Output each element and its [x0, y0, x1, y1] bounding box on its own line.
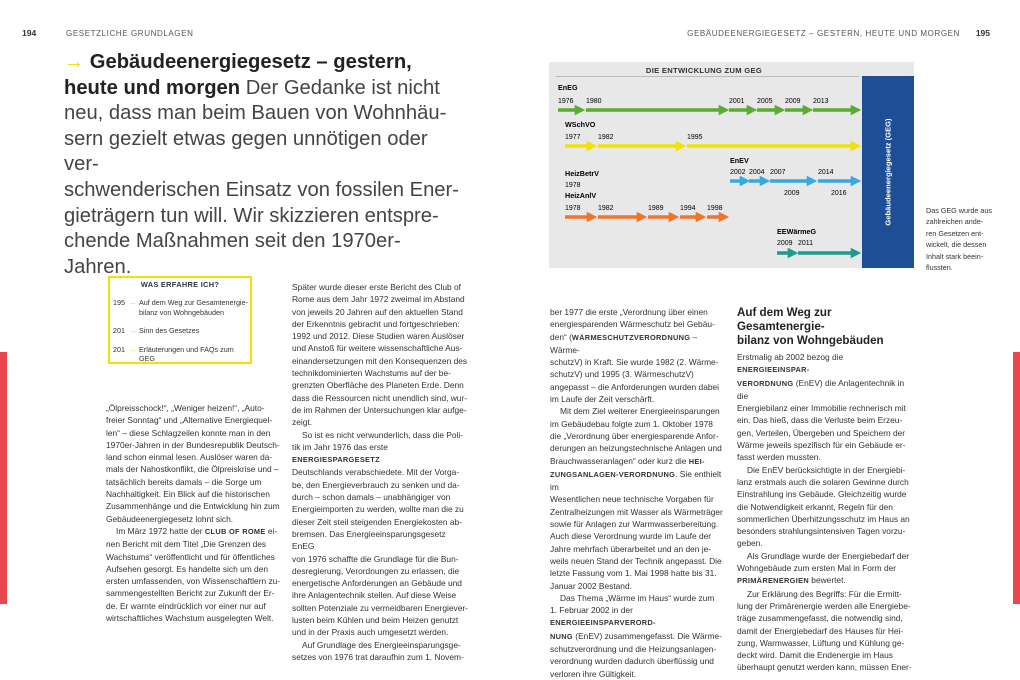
intro-lead-4: schwenderischen Einsatz von fossilen Ener-: [64, 178, 459, 201]
row-label-eneg: EnEG: [558, 83, 578, 92]
year-label: 2013: [813, 98, 829, 105]
infobox-title: WAS ERFAHRE ICH?: [140, 280, 220, 289]
year-label: 1978: [565, 205, 581, 212]
timeline-svg: [549, 62, 914, 268]
body-column-4: Auf dem Weg zur Gesamtenergie- bilanz von Wohngebäuden Erstmalig ab 2002 bezog die ENERGIEEINSPAR- VERORDNUNG (EnEV) die Anlagentechnik in die Energiebilanz einer Immobilie rechnerisch mit ein. Das hieß, dass die Verluste beim Erzeu- gen, Verteilen, Übergeben und Speichern der Wärme jeweils spezifisch für ein Gebäude er- fasst werden mussten. Die EnEV berücksichtigte in der Energiebi- lanz erstmals auch die solaren Gewinne durch Einstrahlung ins Gebäude. Gleichzeitig wurde die Notwendigkeit erkannt, Regeln für den sommerlichen Überhitzungsschutz im Haus an besonders strahlungsintensiven Tagen vorzu- geben. Als Grundlage wurde der Energiebedarf der Wohngebäude zum ersten Mal in Form der PRIMÄRENERGIEN bewertet. Zur Erklärung des Begriffs: Für die Ermitt- lung der Primärenergie werden alle Energiebe- träge zusammengefasst, die notwendig sind, damit der Energiebedarf des Hauses für Hei- zung, Warmwasser, Lüftung und Kühlung ge- deckt wird. Damit die Endenergie im Haus überhaupt genutzt werden kann, müssen Ener-: [737, 306, 917, 674]
row-label-heizanlv: HeizAnlV: [565, 191, 597, 200]
left-edge-marker: [0, 352, 7, 604]
arrow-right-icon: →: [129, 344, 137, 354]
arrow-right-icon: →: [64, 51, 85, 73]
year-label: 1995: [687, 134, 703, 141]
intro-block: [64, 50, 464, 280]
right-edge-marker: [1013, 352, 1020, 604]
year-label: 2011: [798, 240, 814, 247]
subsection-heading-line1: Auf dem Weg zur Gesamtenergie-: [737, 306, 832, 333]
diagram-title: DIE ENTWICKLUNG ZUM GEG: [645, 66, 763, 75]
subsection-heading-line2: bilanz von Wohngebäuden: [737, 334, 884, 347]
infobox-list: [113, 298, 249, 364]
year-label: 2009: [785, 98, 801, 105]
year-label: 2009: [777, 240, 793, 247]
arrow-right-icon: →: [129, 298, 137, 307]
year-label: 1982: [598, 205, 614, 212]
year-label: 2009: [784, 190, 800, 197]
year-label: 2016: [831, 190, 847, 197]
infobox-item[interactable]: 201 → Erläuterungen und FAQs zum GEG: [113, 344, 234, 363]
intro-lead-1: Der Gedanke ist nicht: [240, 76, 440, 99]
left-running-title: GESETZLICHE GRUNDLAGEN: [66, 29, 194, 38]
infobox-item[interactable]: 195 → Auf dem Weg zur Gesamtenergie- bilanz von Wohngebäuden: [113, 298, 248, 317]
body-column-2: Später wurde dieser erste Bericht des Club of Rome aus dem Jahr 1972 zweimal im Abstand von jeweils 20 Jahren auf den aktuellen Stand der Erkenntnis gebracht und fortgeschrieben: 1992 und 2012. Diese Studien waren Auslöser und Anstoß für weitere wissenschaftliche Aus- einandersetzungen mit den Konsequenzen des technikdominierten Wachstums auf der be- grenzten Oberfläche des Planeten Erde. Denn dass die Ressourcen nicht unendlich sind, wur- de im Rahmen der Untersuchungen klar aufge- zeigt. So ist es nicht verwunderlich, dass die Poli- tik im Jahr 1976 das erste ENERGIESPARGESETZ Deutschlands verabschiedete. Mit der Vorga- be, den Energieverbrauch zu senken und da- durch – schon damals – unabhängiger von Energieimporten zu werden, wollte man die zu dieser Zeit steil steigenden Energiekosten ab- bremsen. Das Energieeinsparungsgesetz EnEG von 1976 schaffte die Grundlage für die Bun- desregierung, Verordnungen zu erlassen, die energetische Anforderungen an Gebäude und ihre Anlagentechnik stellen. Auf diese Weise sollten Potenziale zu vermeidbaren Energiever- lusten beim Kühlen und beim Heizen genutzt und in der Praxis auch umgesetzt werden. Auf Grundlage des Energieeinsparungsge- setzes von 1976 trat daraufhin zum 1. Novem-: [292, 282, 468, 662]
year-label: 1978: [565, 182, 581, 189]
section-title-line2: heute und morgen: [64, 76, 241, 99]
year-label: 2004: [749, 169, 765, 176]
left-page-number: 194: [22, 28, 37, 38]
year-label: 1998: [707, 205, 723, 212]
intro-lead-3: sern gezielt etwas gegen unnötigen oder ver-: [64, 127, 428, 176]
arrow-right-icon: →: [129, 326, 137, 335]
intro-lead-6: chende Maßnahmen seit den 1970er-Jahren.: [64, 230, 401, 278]
year-label: 2014: [818, 169, 834, 176]
row-label-enev: EnEV: [730, 156, 749, 165]
year-label: 2001: [729, 98, 745, 105]
row-label-heizbetrv: HeizBetrV: [565, 169, 599, 178]
year-label: 1977: [565, 134, 581, 141]
body-column-1: „Ölpreisschock!“, „Weniger heizen!“, „Auto- freier Sonntag“ und „Alternative Energiequel- len“ – diese Schlagzeilen konnte man in den 1970er-Jahren in der Bundesrepublik Deutsch- land schon einmal lesen. Auslöser waren da- mals der Nahostkonflikt, die Ölpreiskrise und – tatsächlich bereits damals – die Sorge um Nachhaltigkeit. Ein Blick auf die historischen Zusammenhänge und die Entwicklung hin zum Gebäudeenergiegesetz lohnt sich. Im März 1972 hatte der CLUB OF ROME ei- nen Bericht mit dem Titel „Die Grenzen des Wachstums“ veröffentlicht und für öffentliches Aufsehen gesorgt. Es handelte sich um den ersten umfassenden, von Wissenschaftlern zu- sammengestellten Bericht zur Zukunft der Er- de. Er warnte eindrücklich vor einer nur auf wirtschaftliches Wachstum ausgelegten Welt.: [106, 403, 281, 624]
infobox-item[interactable]: 201 → Sinn des Gesetzes: [113, 326, 200, 335]
year-label: 1980: [586, 98, 602, 105]
intro-lead-5: gieträgern tun will. Wir skizzieren entspre-: [64, 204, 439, 227]
intro-lead-2: neu, dass man beim Bauen von Wohnhäu-: [64, 102, 447, 125]
year-label: 1976: [558, 98, 574, 105]
year-label: 2002: [730, 169, 746, 176]
year-label: 1994: [680, 205, 696, 212]
year-label: 2005: [757, 98, 773, 105]
body-column-3: ber 1977 die erste „Verordnung über einen energiesparenden Wärmeschutz bei Gebäu- den“ (WÄRMESCHUTZVERORDNUNG – Wärme- schutzV) in Kraft. Sie wurde 1982 (2. Wärme- schutzV) und 1995 (3. WärmeschutzV) angepasst – die Anforderungen wurden dabei im Laufe der Zeit verschärft. Mit dem Ziel weiterer Energieeinsparungen im Gebäudebau folgte zum 1. Oktober 1978 die „Verordnung über energiesparende Anfor- derungen an heizungstechnische Anlagen und Brauchwasseranlagen“ oder kurz die HEI- ZUNGSANLAGEN-VERORDNUNG. Sie enthielt im Wesentlichen neue technische Vorgaben für Zentralheizungen mit Wasser als Wärmeträger sowie für Anlagen zur Warmwasserbereitung. Auch diese Verordnung wurde im Laufe der Jahre mehrfach überarbeitet und an den je- weils neuen Stand der Technik angepasst. Die letzte Fassung vom 1. Mai 1998 hatte bis 31. Januar 2002 Bestand. Das Thema „Wärme im Haus“ wurde zum 1. Februar 2002 in der ENERGIEEINSPARVERORD- NUNG (EnEV) zusammengefasst. Die Wärme- schutzverordnung und die Heizungsanlagen- verordnung wurden dadurch überflüssig und verloren ihre Gültigkeit.: [550, 307, 723, 679]
section-title-line1: Gebäudeenergiegesetz – gestern,: [89, 51, 412, 73]
year-label: 2007: [770, 169, 786, 176]
year-label: 1982: [598, 134, 614, 141]
row-label-eewaermeg: EEWärmeG: [777, 227, 817, 236]
side-note: Das GEG wurde aus zahlreichen ande- ren Gesetzen ent- wickelt, die dessen Inhalt stark beein- flussten.: [926, 206, 992, 273]
geg-label: Gebäudeenergiegesetz (GEG): [883, 118, 893, 226]
right-running-title: GEBÄUDEENERGIEGESETZ – GESTERN, HEUTE UND MORGEN: [687, 29, 960, 38]
row-label-wschvo: WSchVO: [565, 120, 596, 129]
right-page-number: 195: [975, 28, 990, 38]
year-label: 1989: [648, 205, 664, 212]
